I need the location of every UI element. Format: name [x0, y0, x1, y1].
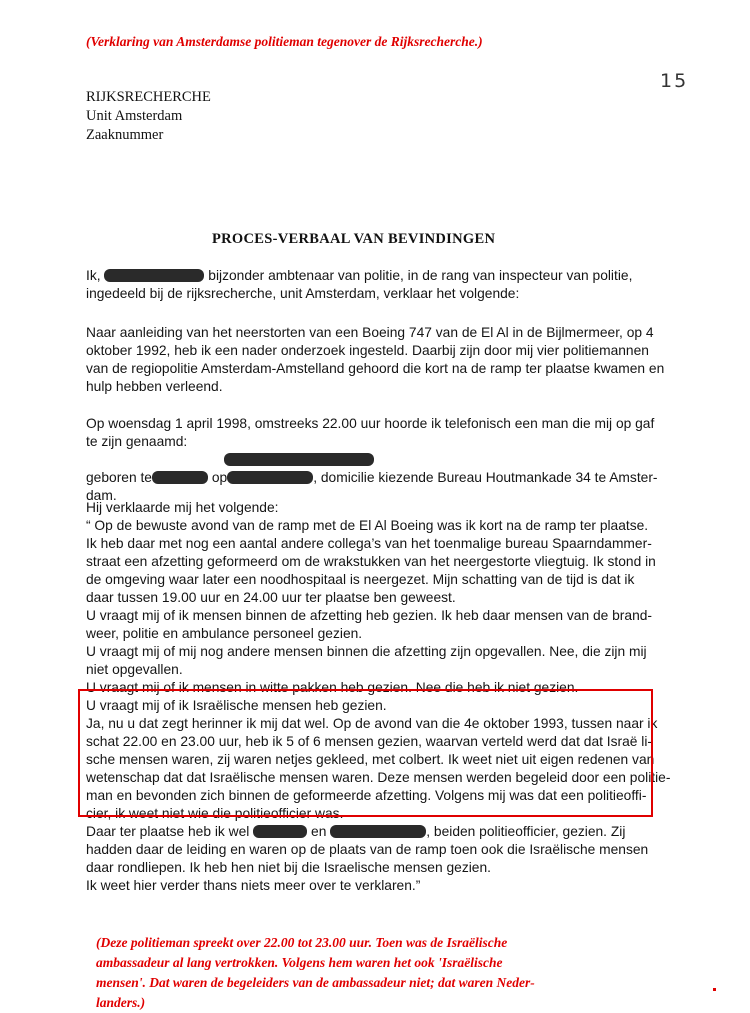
text-line: Hij verklaarde mij het volgende:	[86, 500, 279, 515]
paragraph-intro	[86, 267, 666, 303]
paragraph-investigation	[86, 324, 666, 396]
text-line: ingedeeld bij de rijksrecherche, unit Amsterdam, verklaar het volgende:	[86, 286, 520, 301]
text-line: U vraagt mij of ik mensen binnen de afzetting heb gezien. Ik heb daar mensen van de brand-	[86, 608, 653, 623]
text-line: U vraagt mij of mij nog andere mensen binnen die afzetting zijn opgevallen. Nee, die zijn mij	[86, 644, 647, 659]
text-line: man en bevonden zich binnen de geformeerde afzetting. Volgens mij was dat een politieoffi-	[86, 788, 647, 803]
annotation-line: (Deze politieman spreekt over 22.00 tot 23.00 uur. Toen was de Israëlische	[96, 935, 508, 950]
redaction-bar	[152, 471, 208, 484]
header-unit: Unit Amsterdam	[86, 108, 183, 124]
text-line: Ik heb daar met nog een aantal andere collega’s van het toenmalige bureau Spaarndammer-	[86, 536, 652, 551]
text-line: Ik weet hier verder thans niets meer over te verklaren.”	[86, 878, 421, 893]
text-line: geboren te op , domicilie kiezende Bureau Houtmankade 34 te Amster-	[86, 470, 658, 485]
annotation-bottom	[96, 933, 656, 1013]
text-line: oktober 1992, heb ik een nader onderzoek ingesteld. Daarbij zijn door mij vier politiemannen	[86, 343, 649, 358]
text-line: hulp hebben verleend.	[86, 379, 223, 394]
redaction-bar	[104, 269, 204, 282]
text-line: U vraagt mij of ik mensen in witte pakken heb gezien. Nee die heb ik niet gezien.	[86, 680, 579, 695]
text-line: schat 22.00 en 23.00 uur, heb ik 5 of 6 mensen gezien, waarvan verteld werd dat dat Israë li-	[86, 734, 653, 749]
paragraph-call	[86, 415, 666, 505]
text-line: weer, politie en ambulance personeel gezien.	[86, 626, 363, 641]
text-line: Op woensdag 1 april 1998, omstreeks 22.00 uur hoorde ik telefonisch een man die mij op gaf	[86, 416, 655, 431]
annotation-line: mensen'. Dat waren de begeleiders van de ambassadeur niet; dat waren Neder-	[96, 975, 535, 990]
annotation-line: landers.)	[96, 995, 146, 1010]
redaction-bar	[253, 825, 307, 838]
text-line: Naar aanleiding van het neerstorten van een Boeing 747 van de El Al in de Bijlmermeer, op 4	[86, 325, 654, 340]
text-line: Ja, nu u dat zegt herinner ik mij dat wel. Op de avond van die 4e oktober 1993, tussen naar ik	[86, 716, 658, 731]
text-line: “ Op de bewuste avond van de ramp met de El Al Boeing was ik kort na de ramp ter plaatse.	[86, 518, 649, 533]
header-organization: RIJKSRECHERCHE	[86, 89, 211, 105]
letterhead	[86, 88, 211, 145]
document-title: PROCES-VERBAAL VAN BEVINDINGEN	[212, 231, 496, 247]
text-line: U vraagt mij of ik Israëlische mensen heb gezien.	[86, 698, 387, 713]
redaction-bar	[224, 453, 374, 466]
annotation-top: (Verklaring van Amsterdamse politieman tegenover de Rijksrecherche.)	[86, 34, 483, 49]
highlight-box	[78, 689, 653, 817]
redaction-bar	[330, 825, 426, 838]
text-line: van de regiopolitie Amsterdam-Amstelland gehoord die kort na de ramp ter plaatse kwamen en	[86, 361, 665, 376]
page-number: 15	[660, 70, 689, 92]
text-line: niet opgevallen.	[86, 662, 183, 677]
text-line: Ik, bijzonder ambtenaar van politie, in de rang van inspecteur van politie,	[86, 268, 633, 283]
header-case-number: Zaaknummer	[86, 127, 164, 143]
text-line: Daar ter plaatse heb ik wel en , beiden politieofficier, gezien. Zij	[86, 824, 626, 839]
annotation-line: ambassadeur al lang vertrokken. Volgens hem waren het ook 'Israëlische	[96, 955, 503, 970]
text-line	[86, 451, 666, 469]
text-line: straat een afzetting geformeerd om de wrakstukken van het neergestorte vliegtuig. Ik stond in	[86, 554, 656, 569]
text-line: daar rondliepen. Ik heb hen niet bij die Israelische mensen gezien.	[86, 860, 491, 875]
text-line: sche mensen waren, zij waren netjes gekleed, met colbert. Ik weet niet uit eigen redenen van	[86, 752, 655, 767]
redaction-bar	[227, 471, 313, 484]
text-line: cier, ik weet niet wie die politieofficier was.	[86, 806, 344, 821]
red-mark	[713, 988, 716, 991]
text-line: hadden daar de leiding en waren op de plaats van de ramp toen ook die Israëlische mensen	[86, 842, 649, 857]
text-line: dam.	[86, 488, 117, 503]
text-line: de omgeving waar later een noodhospitaal is neergezet. Mijn schatting van de tijd is dat ik	[86, 572, 635, 587]
text-line: daar tussen 19.00 uur en 24.00 uur ter plaatse ben geweest.	[86, 590, 456, 605]
text-line: te zijn genaamd:	[86, 434, 188, 449]
text-line: wetenschap dat dat Israëlische mensen waren. Deze mensen werden begeleid door een politie-	[86, 770, 671, 785]
